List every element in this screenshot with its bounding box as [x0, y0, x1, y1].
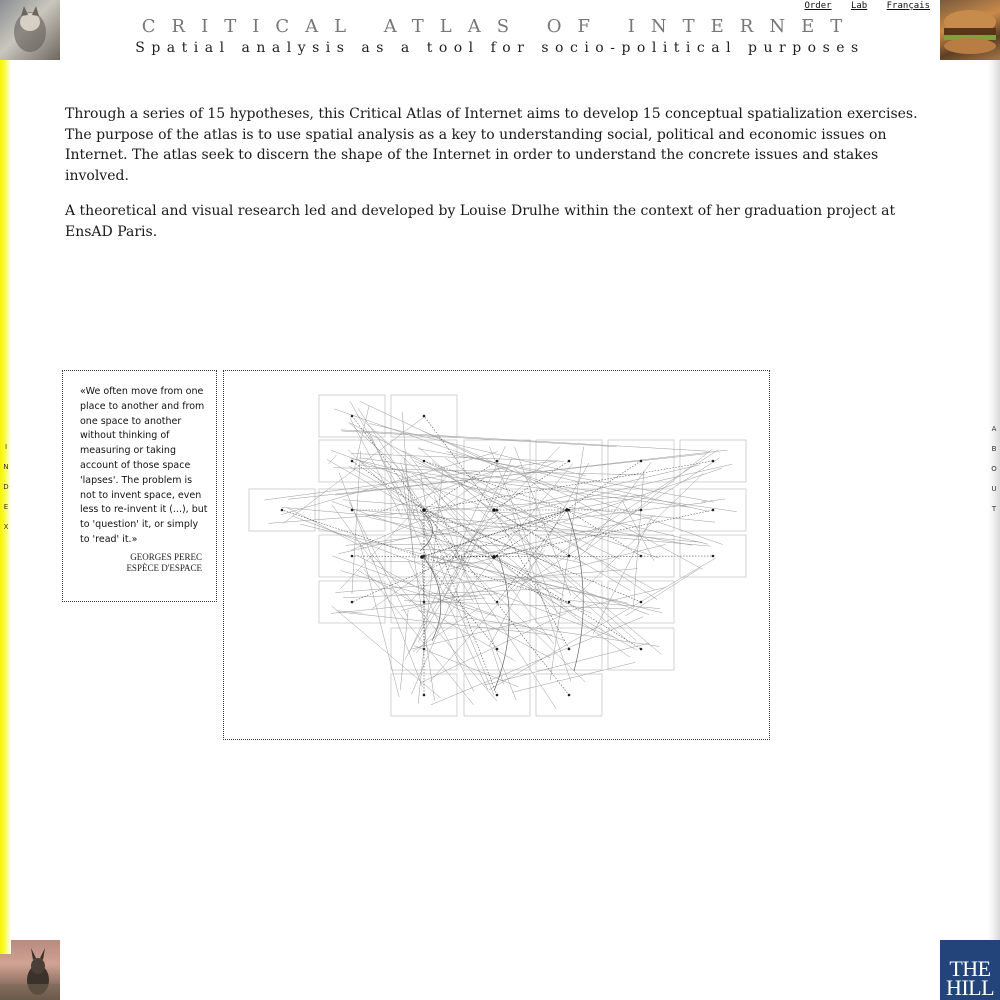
- network-link: [418, 611, 659, 647]
- intro-text: [65, 104, 940, 257]
- site-subtitle: Spatial analysis as a tool for socio-political purposes: [135, 40, 865, 56]
- network-node: [351, 509, 354, 512]
- about-link[interactable]: [988, 419, 1000, 519]
- index-letter: E: [3, 503, 9, 511]
- network-link: [354, 510, 702, 543]
- network-link: [445, 458, 657, 600]
- network-node: [423, 415, 426, 418]
- quote-box: [62, 370, 217, 602]
- network-link: [339, 473, 423, 688]
- hub-link: [494, 557, 641, 649]
- network-node: [423, 694, 426, 697]
- logo-line-hill: HILL: [945, 975, 995, 1000]
- quote-source: ESPÈCE D'ESPACE: [126, 562, 202, 573]
- network-link: [410, 457, 554, 644]
- network-node: [496, 648, 499, 651]
- atlas-diagram[interactable]: [223, 370, 770, 740]
- network-node: [496, 694, 499, 697]
- network-node: [640, 509, 643, 512]
- network-link: [475, 506, 629, 642]
- burger-photo-icon: [940, 0, 1000, 60]
- network-node: [496, 460, 499, 463]
- corner-burger-photo[interactable]: [940, 0, 1000, 60]
- francais-link[interactable]: Français: [886, 1, 930, 11]
- intro-paragraph-1: Through a series of 15 hypotheses, this Critical Atlas of Internet aims to develop 15 conceptual spatialization exercises. The purpose of the atlas is to use spatial analysis as a key to understanding social, political and economic issues on Internet. The atlas seek to discern the shape of the Internet in order to understand the concrete issues and stakes involved.: [65, 106, 918, 184]
- network-link: [281, 452, 498, 515]
- network-grid-diagram: [224, 371, 769, 739]
- cat-photo-icon: [0, 0, 60, 60]
- network-hub: [492, 508, 496, 512]
- about-letter: T: [991, 505, 997, 513]
- network-link: [368, 431, 487, 690]
- network-link: [512, 662, 635, 692]
- network-link: [369, 424, 586, 476]
- index-letter: X: [3, 523, 9, 531]
- network-node: [423, 460, 426, 463]
- top-nav: [790, 1, 930, 11]
- network-node: [351, 460, 354, 463]
- index-letter: I: [4, 443, 8, 451]
- network-link: [439, 516, 656, 564]
- network-node: [351, 415, 354, 418]
- hub-link: [352, 556, 422, 557]
- network-node: [712, 555, 715, 558]
- network-hub: [422, 508, 426, 512]
- network-link: [338, 464, 732, 554]
- network-link: [400, 610, 408, 691]
- index-letter: N: [3, 463, 9, 471]
- network-node: [351, 601, 354, 604]
- quote-author: GEORGES PEREC: [130, 551, 202, 562]
- quote-attribution: [80, 552, 208, 574]
- network-link: [338, 612, 552, 635]
- network-link: [341, 571, 496, 617]
- network-node: [640, 460, 643, 463]
- network-link: [445, 594, 498, 598]
- network-node: [712, 460, 715, 463]
- network-node: [351, 555, 354, 558]
- index-link[interactable]: [0, 437, 12, 537]
- network-node: [712, 509, 715, 512]
- corner-cat-photo[interactable]: [0, 0, 60, 60]
- network-node: [568, 648, 571, 651]
- network-link: [360, 543, 399, 697]
- network-hub: [420, 555, 424, 559]
- logo-line-the: THE: [949, 956, 991, 981]
- network-node: [568, 460, 571, 463]
- the-hill-logo-text: [940, 956, 1000, 1000]
- the-hill-logo[interactable]: [940, 940, 1000, 1000]
- quote-text: «We often move from one place to another and from one space to another without thinking of measuring or taking account of those space 'lapses'. The problem is not to invent space, even less to re-invent it (...), but to 'question' it, or simply to 'read' it.»: [80, 386, 208, 545]
- about-letter: B: [991, 445, 997, 453]
- network-node: [640, 648, 643, 651]
- network-link: [349, 502, 407, 617]
- about-letter: O: [991, 465, 997, 473]
- network-link: [563, 523, 692, 546]
- lab-link[interactable]: Lab: [850, 1, 868, 11]
- network-hub: [492, 555, 496, 559]
- network-node: [640, 601, 643, 604]
- network-node: [568, 601, 571, 604]
- hub-link: [422, 556, 713, 557]
- site-title: CRITICAL ATLAS OF INTERNET: [141, 16, 859, 37]
- index-letter: D: [3, 483, 9, 491]
- hub-link: [424, 510, 567, 556]
- network-node: [568, 555, 571, 558]
- network-link: [403, 451, 507, 500]
- network-link: [334, 468, 646, 475]
- network-link: [372, 561, 490, 563]
- network-link: [625, 568, 699, 616]
- about-letter: A: [991, 425, 997, 433]
- about-letter: U: [991, 485, 997, 493]
- order-link[interactable]: Order: [804, 1, 832, 11]
- intro-paragraph-2: A theoretical and visual research led and developed by Louise Drulhe within the context of her graduation project at EnsAD Paris.: [65, 203, 896, 240]
- network-node: [568, 694, 571, 697]
- hub-link: [422, 557, 569, 602]
- network-node: [281, 509, 284, 512]
